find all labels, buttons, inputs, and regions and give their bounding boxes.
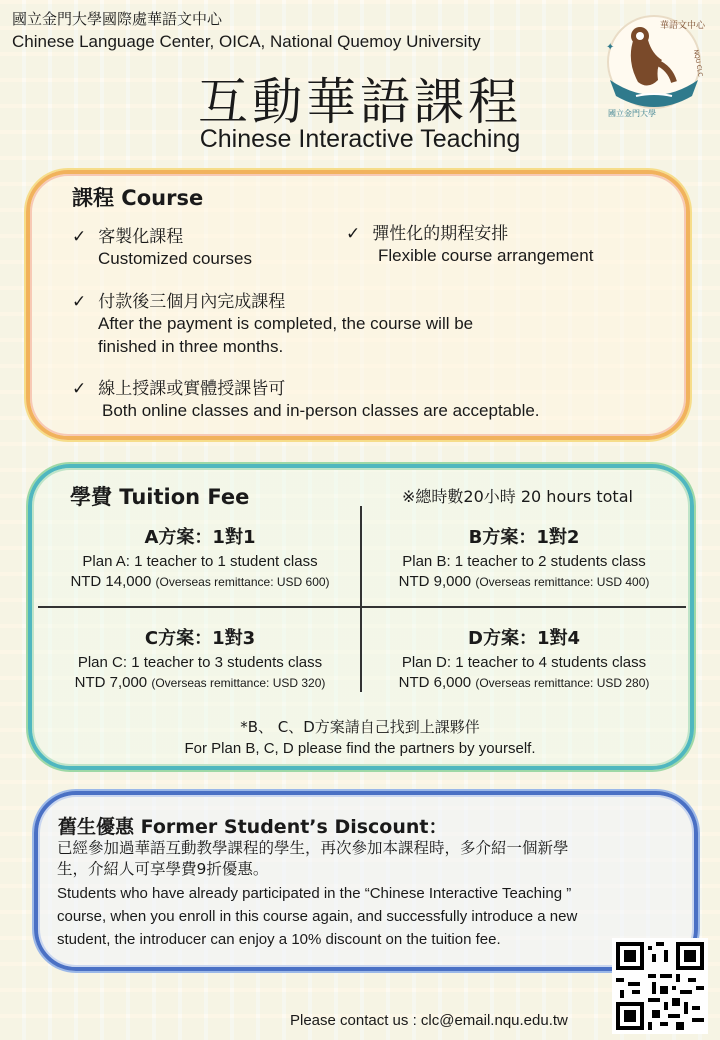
plan-price [364,573,684,590]
plan-d [364,624,684,691]
tuition-heading: 學費 Tuition Fee [70,485,250,509]
page-subtitle: Chinese Interactive Teaching [199,125,521,153]
discount-heading: 舊生優惠 Former Student’s Discount： [58,816,448,838]
plan-desc: Plan A: 1 teacher to 1 student class [82,553,318,570]
plan-title: B方案：1對2 [468,527,580,548]
plan-price-usd: (Overseas remittance: USD 400) [475,575,650,589]
plan-title: C方案：1對3 [144,628,256,649]
plan-title: A方案：1對1 [144,527,256,548]
contact-email[interactable]: Please contact us : clc@email.nqu.edu.tw [290,1012,568,1029]
org-name-cn: 國立金門大學國際處華語文中心 [12,10,223,28]
course-item-en: Both online classes and in-person classes are acceptable. [102,401,540,420]
partner-note-en: For Plan B, C, D please find the partners by yourself. [184,740,536,757]
org-name-en: Chinese Language Center, OICA, National Quemoy University [12,32,481,51]
course-heading: 課程 Course [72,186,204,210]
logo-text-bottom: 國立金門大學 [608,109,656,118]
course-item-flexible [346,219,593,267]
course-item-customized [72,222,252,270]
course-item-en-line2: finished in three months. [98,337,284,356]
discount-en-line3: student, the introducer can enjoy a 10% discount on the tuition fee. [57,931,501,948]
plan-b [364,523,684,590]
discount-cn-line2: 生，介紹人可享學費9折優惠。 [57,860,269,878]
plan-price-usd: (Overseas remittance: USD 600) [155,575,330,589]
partner-note-cn: *B、 C、D方案請自己找到上課夥伴 [240,718,480,736]
grid-divider-horizontal [38,606,686,608]
check-icon: ✓ [72,292,87,312]
course-item-en: Flexible course arrangement [378,246,594,265]
plan-desc: Plan D: 1 teacher to 4 students class [401,654,647,671]
plan-price-ntd: NTD 9,000 [398,573,472,590]
otter-logo-icon [596,10,714,122]
plan-desc: Plan C: 1 teacher to 3 students class [77,654,323,671]
check-icon: ✓ [72,227,87,247]
discount-en-line1: Students who have already participated in the “Chinese Interactive Teaching ” [57,885,572,902]
course-item-three-months [72,287,473,358]
plan-a [40,523,360,590]
course-item-en-line1: After the payment is completed, the course will be [98,314,474,333]
page-title: 互動華語課程 [198,73,522,131]
plan-price-ntd: NTD 6,000 [398,674,472,691]
plan-price-usd: (Overseas remittance: USD 320) [151,676,326,690]
check-icon: ✓ [346,224,361,244]
discount-text-cn [57,838,687,880]
logo-text-side: NQU CLC [692,49,704,78]
plan-price-ntd: NTD 7,000 [74,674,148,691]
discount-cn-line1: 已經參加過華語互動教學課程的學生，再次參加本課程時，多介紹一個新學 [57,839,569,857]
course-item-online [72,374,540,422]
plan-price [40,573,360,590]
course-item-cn: 線上授課或實體授課皆可 [98,379,286,399]
check-icon: ✓ [72,379,87,399]
course-item-en: Customized courses [98,249,253,268]
hours-note: ※總時數20小時 20 hours total [402,487,633,506]
qr-code-icon[interactable] [612,938,708,1034]
svg-text:✦: ✦ [606,42,615,53]
logo-text-top: 華語文中心 [660,21,706,31]
plan-c [40,624,360,691]
plan-price-ntd: NTD 14,000 [70,573,152,590]
plan-price [40,674,360,691]
grid-divider-vertical [360,506,362,692]
course-item-cn: 客製化課程 [98,227,184,247]
discount-text-en [57,882,687,951]
plan-price-usd: (Overseas remittance: USD 280) [475,676,650,690]
plan-desc: Plan B: 1 teacher to 2 students class [402,553,646,570]
discount-en-line2: course, when you enroll in this course again, and successfully introduce a new [57,908,578,925]
course-item-cn: 彈性化的期程安排 [372,224,509,244]
plan-price [364,674,684,691]
course-item-cn: 付款後三個月內完成課程 [98,292,286,312]
plan-title: D方案：1對4 [468,628,580,649]
